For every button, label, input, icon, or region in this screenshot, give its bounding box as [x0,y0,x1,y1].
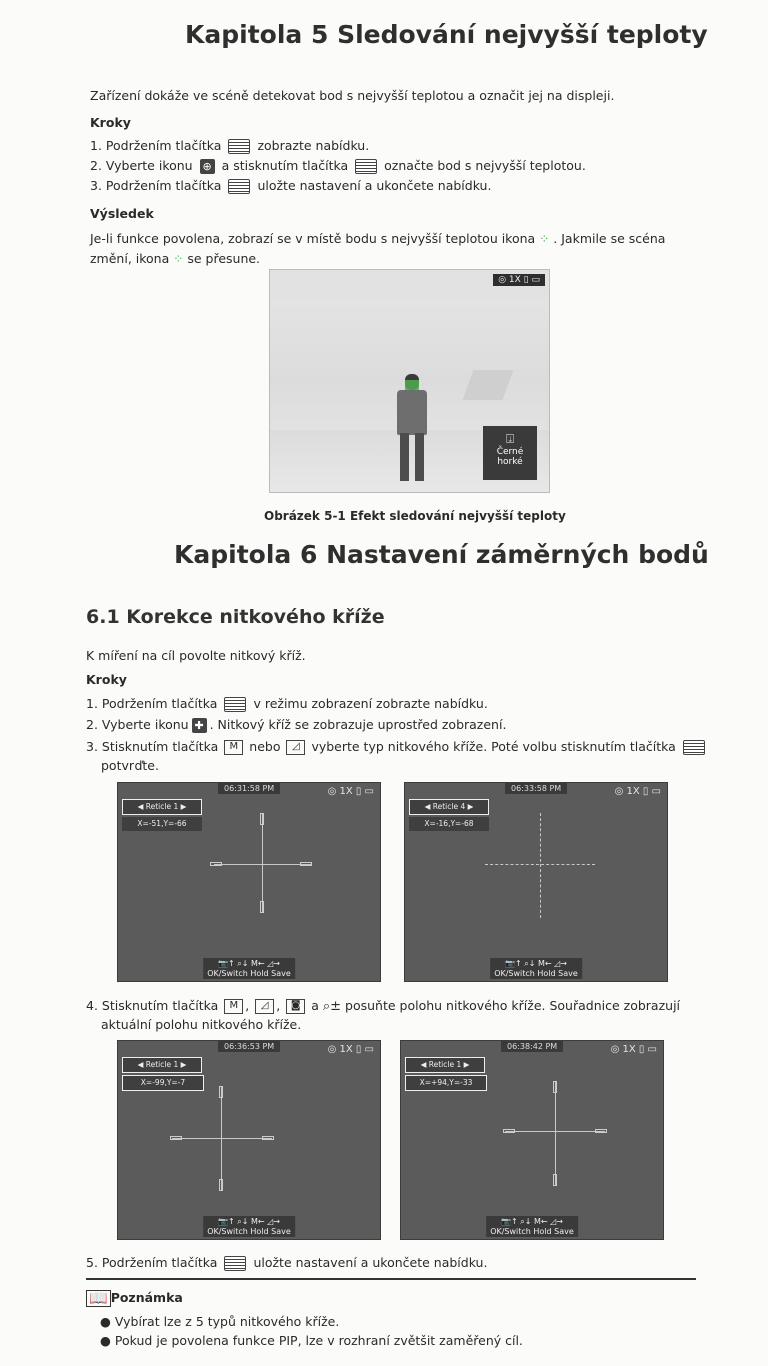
reticle-screen [404,782,668,982]
ch6-step4 [86,996,680,1017]
palette-badge [483,426,537,480]
reticle-selector: ◀ Reticle 1 ▶ [122,1057,202,1073]
hint-line: 📷↑ ⌕↓ M← ◿→ [218,1217,280,1226]
hint-line: OK/Switch Hold Save [207,969,291,978]
coordinates: X=+94,Y=-33 [405,1075,487,1091]
badge-text: Černé [496,447,524,457]
reticle-screen [117,782,381,982]
ch5-step3 [90,176,491,196]
palette-icon: ⍗ [506,432,514,447]
text: nebo [249,739,281,754]
menu-icon [228,179,250,194]
divider [86,1278,696,1280]
text: 4. Stisknutím tlačítka [86,998,219,1013]
crosshair-h [214,864,312,865]
clock: 06:36:53 PM [218,1041,280,1052]
crosshair-end [219,1179,223,1191]
coordinates: X=-51,Y=-66 [122,817,202,831]
person-body [397,390,427,435]
ch6-step4-cont: aktuální polohu nitkového kříže. [101,1017,302,1032]
clock: 06:33:58 PM [505,783,567,794]
zoom-level: 1X [508,275,521,285]
text: 3. Stisknutím tlačítka [86,739,219,754]
mode-button-icon: M [224,740,243,755]
text: změní, ikona [90,251,170,266]
note-item: ● Pokud je povolena funkce PIP, lze v rozhraní zvětšit zaměřený cíl. [100,1333,523,1348]
ch6-step1 [86,694,488,714]
text: . Jakmile se scéna [553,231,666,246]
text: 1. Podržením tlačítka [90,138,222,153]
button-hint [490,958,582,979]
reticle-selector: ◀ Reticle 4 ▶ [409,799,489,815]
hint-line: 📷↑ ⌕↓ M← ◿→ [218,959,280,968]
ch5-step2 [90,156,586,176]
crosshair-v [221,1086,222,1191]
camera-button-icon: ◙ [286,999,305,1014]
button-hint [203,958,295,979]
ch5-steps-label: Kroky [90,115,131,130]
ch6-step5 [86,1253,487,1273]
book-icon: 📖 [86,1290,111,1307]
text: uložte nastavení a ukončete nabídku. [253,1255,488,1270]
text: posuňte polohu nitkového kříže. Souřadnice zobrazují [345,998,681,1013]
text: . Nitkový kříž se zobrazuje uprostřed zobrazení. [209,717,507,732]
zoom-level: 1X [339,1044,353,1055]
text: Je-li funkce povolena, zobrazí se v místě bodu s nejvyšší teplotou ikona [90,231,536,246]
text: v režimu zobrazení zobrazte nabídku. [253,696,488,711]
text: zobrazte nabídku. [257,138,370,153]
text: 3. Podržením tlačítka [90,178,222,193]
status-bar: ◎ 1X ▯ ▭ [493,274,545,286]
ch6-step3 [86,737,708,757]
note-item: ● Vybírat lze z 5 typů nitkového kříže. [100,1314,340,1329]
crosshair-end [503,1129,515,1133]
target-icon: ⊕ [200,159,215,174]
badge-text: horké [497,457,523,467]
menu-icon [228,139,250,154]
hint-line: 📷↑ ⌕↓ M← ◿→ [505,959,567,968]
camera-pole [463,370,514,400]
hotspot-icon: ⁘ [539,232,550,246]
crosshair-v [540,813,541,918]
chapter5-title: Kapitola 5 Sledování nejvyšší teploty [185,20,708,49]
crosshair-end [210,862,222,866]
text: Pokud je povolena funkce PIP, lze v rozhraní zvětšit zaměřený cíl. [114,1333,523,1348]
chapter6-title: Kapitola 6 Nastavení záměrných bodů [174,540,709,569]
coordinates: X=-16,Y=-68 [409,817,489,831]
hint-line: 📷↑ ⌕↓ M← ◿→ [501,1217,563,1226]
hint-line: OK/Switch Hold Save [490,1227,574,1236]
crosshair-v [555,1081,556,1186]
ch5-step1 [90,136,369,156]
crosshair-end [595,1129,607,1133]
menu-icon [683,740,705,755]
text: a [311,998,319,1013]
hint-line: OK/Switch Hold Save [207,1227,291,1236]
clock: 06:38:42 PM [501,1041,563,1052]
ch6-step3-cont: potvrďte. [101,758,159,773]
menu-icon [224,1256,246,1271]
note-heading [86,1288,183,1308]
menu-icon [355,159,377,174]
status-bar: ◎ 1X ▯ ▭ [327,1044,374,1055]
ch5-result-label: Výsledek [90,206,154,221]
zoom-button-icon: ◿ [255,999,274,1014]
text: vyberte typ nitkového kříže. Poté volbu stisknutím tlačítka [311,739,676,754]
ch5-intro: Zařízení dokáže ve scéně detekovat bod s nejvyšší teplotou a označit jej na displeji. [90,88,615,103]
text: uložte nastavení a ukončete nabídku. [257,178,492,193]
reticle-screen [117,1040,381,1240]
hotspot-icon: ⁘ [173,252,184,266]
ch6-step2 [86,715,506,735]
text: označte bod s nejvyšší teplotou. [384,158,586,173]
person-leg [415,433,424,481]
crosshair-end [170,1136,182,1140]
zoom-level: 1X [339,786,353,797]
crosshair-end [260,901,264,913]
figure-caption: Obrázek 5-1 Efekt sledování nejvyšší teploty [264,509,566,523]
crosshair-end [219,1086,223,1098]
status-bar: ◎ 1X ▯ ▭ [610,1044,657,1055]
text: 2. Vyberte ikonu [86,717,189,732]
note-label: Poznámka [110,1290,183,1305]
reticle-screen [400,1040,664,1240]
thermal-image [269,269,550,493]
button-hint [486,1216,578,1237]
button-hint [203,1216,295,1237]
search-plus-icon: ⌕± [322,998,342,1014]
reticle-selector: ◀ Reticle 1 ▶ [405,1057,485,1073]
zoom-level: 1X [622,1044,636,1055]
text: Vybírat lze z 5 typů nitkového kříže. [114,1314,340,1329]
crosshair-end [262,1136,274,1140]
status-bar: ◎ 1X ▯ ▭ [327,786,374,797]
person-leg [400,433,409,481]
menu-icon [224,697,246,712]
ch5-result-line2 [90,249,260,269]
ch5-result-line1 [90,229,665,249]
clock: 06:31:58 PM [218,783,280,794]
zoom-level: 1X [626,786,640,797]
text: , [245,998,250,1013]
section-title: 6.1 Korekce nitkového kříže [86,606,385,628]
ch6-intro: K míření na cíl povolte nitkový kříž. [86,648,306,663]
ch6-steps-label: Kroky [86,672,127,687]
hint-line: OK/Switch Hold Save [494,969,578,978]
crosshair-end [260,813,264,825]
reticle-selector: ◀ Reticle 1 ▶ [122,799,202,815]
text: 1. Podržením tlačítka [86,696,218,711]
coordinates: X=-99,Y=-7 [122,1075,204,1091]
text: 5. Podržením tlačítka [86,1255,218,1270]
zoom-button-icon: ◿ [286,740,305,755]
crosshair-end [300,862,312,866]
text: a stisknutím tlačítka [221,158,349,173]
crosshair-v [262,813,263,913]
mode-button-icon: M [224,999,243,1014]
text: 2. Vyberte ikonu [90,158,193,173]
crosshair-end [553,1081,557,1093]
crosshair-h [172,1138,272,1139]
status-bar: ◎ 1X ▯ ▭ [614,786,661,797]
crosshair-end [553,1174,557,1186]
reticle-icon: ✚ [192,718,207,733]
text: , [276,998,281,1013]
text: se přesune. [187,251,261,266]
